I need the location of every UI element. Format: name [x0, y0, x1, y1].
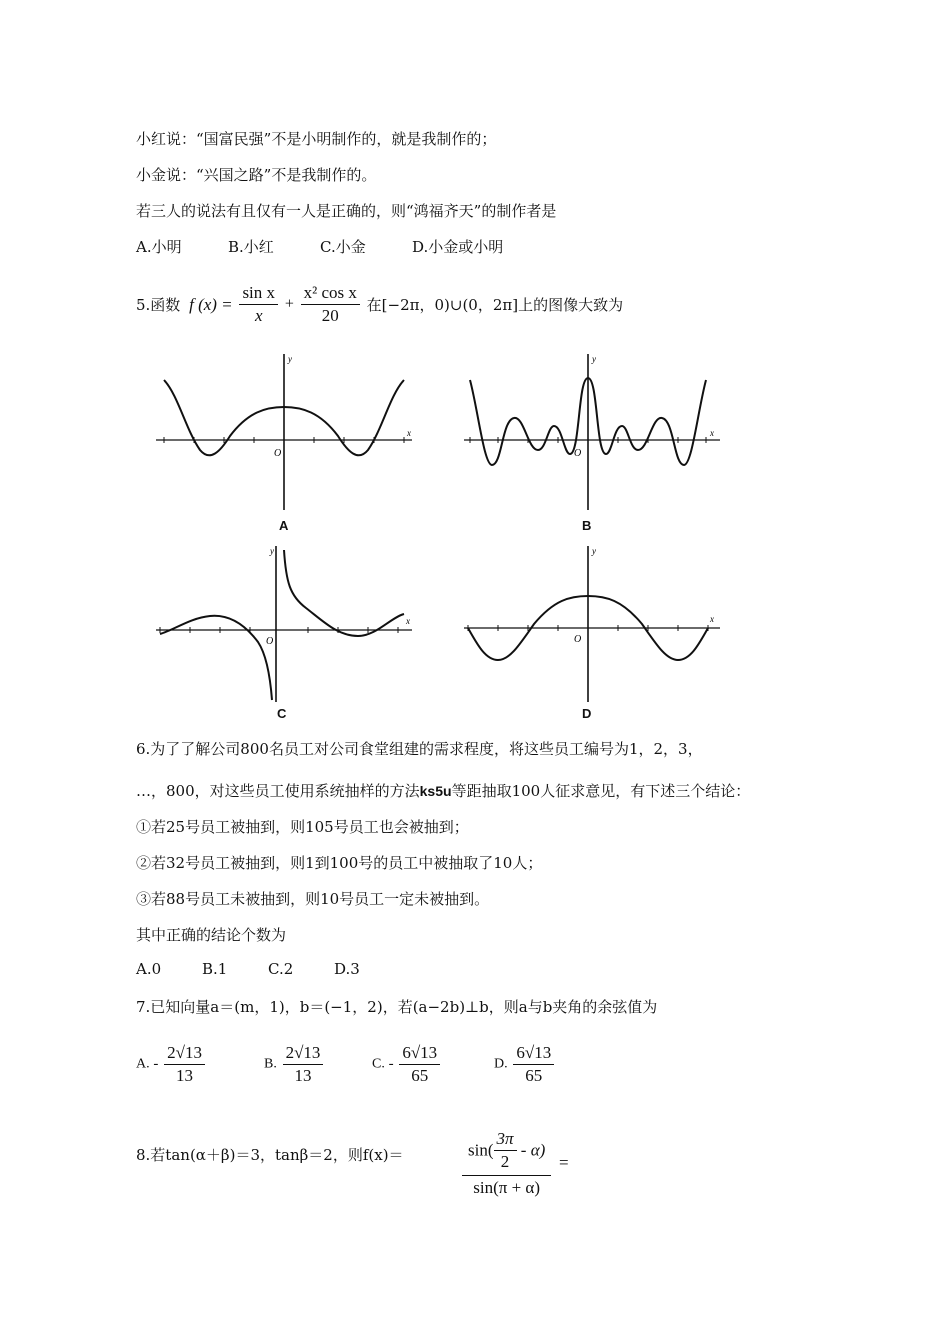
q6-line2b: 等距抽取100人征求意见，有下述三个结论：	[451, 782, 751, 800]
graph-d	[458, 542, 728, 707]
q5-plus: +	[284, 295, 294, 313]
q4-line-xiaojin: 小金说：“兴国之路”不是我制作的。	[136, 166, 377, 184]
graph-a-label: A	[279, 518, 289, 533]
graph-a-origin: O	[274, 448, 282, 459]
q5-frac1-num: sin x	[239, 282, 278, 305]
q7-c-label: C.	[372, 1056, 385, 1072]
q8-inner-fraction	[494, 1128, 517, 1173]
q4-line-xiaohong: 小红说：“国富民强”不是小明制作的，就是我制作的；	[136, 130, 497, 148]
q5-suffix: 在[−2π，0)∪(0，2π]上的图像大致为	[366, 296, 624, 314]
q8-formula	[462, 1128, 569, 1198]
q6-option-a: A.0	[136, 960, 162, 978]
graph-c-x-label: x	[406, 616, 410, 626]
q7-a-label: A.	[136, 1056, 150, 1072]
q5-frac1-den: x	[254, 306, 263, 325]
graph-d-x-label: x	[710, 614, 714, 624]
q6-line1: 6.为了了解公司800名员工对公司食堂组建的需求程度，将这些员工编号为1，2，3，	[136, 740, 703, 758]
graph-d-y-label: y	[592, 546, 596, 556]
graph-c-y-label: y	[270, 546, 274, 556]
q7-option-a	[136, 1042, 207, 1087]
q6-option-b: B.1	[202, 960, 228, 978]
graph-b-x-label: x	[710, 428, 714, 438]
q8-num-prefix: sin(	[468, 1140, 494, 1160]
graph-a-y-label: y	[288, 354, 292, 364]
q7-d-num: 6√13	[513, 1042, 554, 1065]
q5-f-lhs: f (x) =	[189, 294, 233, 314]
q7-c-fraction	[399, 1042, 440, 1087]
q6-option-d: D.3	[334, 960, 360, 978]
graph-a	[150, 350, 420, 515]
q8-num-suffix: - α)	[516, 1140, 546, 1160]
q5-frac2-num: x² cos x	[301, 282, 360, 305]
graph-c-label: C	[277, 706, 287, 721]
q7-stem: 7.已知向量a＝(m，1)，b＝(−1，2)，若(a−2b)⊥b，则a与b夹角的余弦值为	[136, 998, 658, 1016]
q7-option-d	[494, 1042, 556, 1087]
q7-c-num: 6√13	[399, 1042, 440, 1065]
q6-option-c: C.2	[268, 960, 294, 978]
graph-b	[458, 350, 728, 515]
graph-d-origin: O	[574, 634, 582, 645]
graph-c-origin: O	[266, 636, 274, 647]
q7-d-fraction	[513, 1042, 554, 1087]
q5-fraction-x2cosx	[301, 282, 360, 327]
q8-denominator: sin(π + α)	[473, 1178, 541, 1197]
q6-question: 其中正确的结论个数为	[136, 926, 287, 944]
graph-b-origin: O	[574, 448, 582, 459]
q8-stem: 8.若tan(α＋β)＝3，tanβ＝2，则f(x)＝	[136, 1146, 404, 1164]
q7-option-b	[264, 1042, 325, 1087]
graph-c	[150, 542, 420, 707]
ks5u-watermark: ks5u	[419, 783, 452, 799]
q7-b-fraction	[283, 1042, 324, 1087]
q7-c-sign: -	[388, 1056, 394, 1072]
q8-numerator	[462, 1128, 551, 1176]
q4-option-a: A.小明	[136, 238, 182, 256]
q4-question: 若三人的说法有且仅有一人是正确的，则“鸿福齐天”的制作者是	[136, 202, 557, 220]
q6-item2: ②若32号员工被抽到，则1到100号的员工中被抽取了10人；	[136, 854, 543, 872]
q6-line2	[136, 780, 750, 801]
q7-a-den: 13	[176, 1066, 194, 1085]
q5-frac2-den: 20	[321, 306, 339, 325]
q5-prefix: 5.函数	[136, 296, 181, 314]
q4-option-d: D.小金或小明	[412, 238, 504, 256]
graph-b-y-label: y	[592, 354, 596, 364]
q7-b-den: 13	[294, 1066, 312, 1085]
q8-inner-num: 3π	[494, 1128, 517, 1151]
q8-big-fraction	[462, 1128, 551, 1198]
q7-a-sign: -	[153, 1056, 159, 1072]
graph-b-label: B	[582, 518, 592, 533]
q7-a-num: 2√13	[164, 1042, 205, 1065]
q7-b-num: 2√13	[283, 1042, 324, 1065]
graph-d-label: D	[582, 706, 592, 721]
q8-inner-den: 2	[500, 1152, 510, 1171]
q7-option-c	[372, 1042, 442, 1087]
q7-a-fraction	[164, 1042, 205, 1087]
q8-tail: =	[559, 1153, 569, 1172]
graph-a-x-label: x	[407, 428, 411, 438]
q4-option-b: B.小红	[228, 238, 274, 256]
q4-option-c: C.小金	[320, 238, 366, 256]
q6-line2a: …，800，对这些员工使用系统抽样的方法	[136, 782, 420, 800]
q5-stem	[136, 282, 623, 327]
q7-c-den: 65	[411, 1066, 429, 1085]
q7-d-label: D.	[494, 1056, 508, 1072]
q5-fraction-sinx	[239, 282, 278, 327]
q6-item1: ①若25号员工被抽到，则105号员工也会被抽到；	[136, 818, 469, 836]
q7-b-label: B.	[264, 1056, 277, 1072]
q7-d-den: 65	[525, 1066, 543, 1085]
q6-item3: ③若88号员工未被抽到，则10号员工一定未被抽到。	[136, 890, 490, 908]
